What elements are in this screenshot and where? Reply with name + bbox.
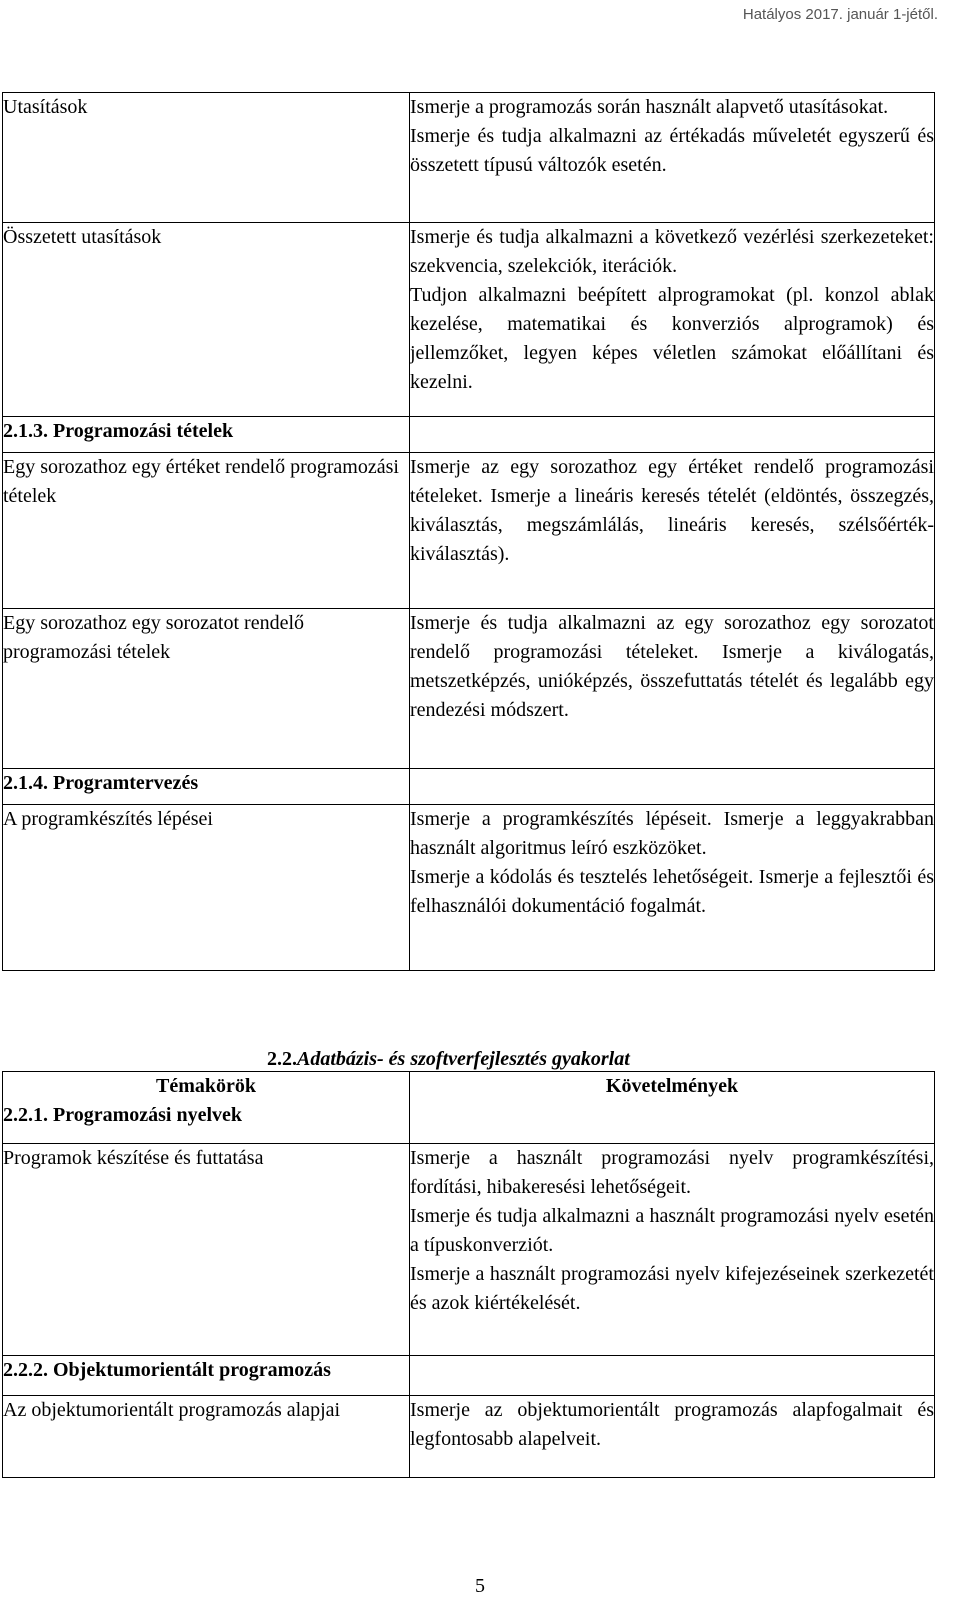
requirement-cell (410, 1144, 935, 1356)
topic-label: Összetett utasítások (3, 226, 162, 248)
topic-label: Az objektumorientált programozás alapjai (3, 1399, 341, 1421)
requirement-text: Ismerje a programkészítés lépéseit. Ismerje a leggyakrabban használt algoritmus leíró eszközöket. (410, 808, 934, 859)
section-title-text: Adatbázis- és szoftverfejlesztés gyakorlat (297, 1048, 630, 1070)
topic-cell (3, 93, 410, 223)
topic-label: Programok készítése és futtatása (3, 1147, 264, 1169)
topic-cell (3, 609, 410, 769)
topic-label: Egy sorozathoz egy sorozatot rendelő programozási tételek (3, 612, 305, 663)
requirement-text: Ismerje a programozás során használt alapvető utasításokat. (410, 96, 889, 118)
section-title (267, 1046, 630, 1072)
topic-label: Egy sorozathoz egy értéket rendelő programozási tételek (3, 456, 399, 507)
empty-cell (410, 1356, 935, 1396)
subsection-heading: 2.2.1. Programozási nyelvek (3, 1104, 243, 1126)
page-number: 5 (475, 1575, 485, 1597)
section-heading: 2.1.4. Programtervezés (3, 772, 199, 794)
requirement-text: Ismerje és tudja alkalmazni az egy sorozathoz egy sorozatot rendelő programozási tételeket. Ismerje a kiválogatás, metszetképzés, unióképzés, összefuttatás tételét és legalább egy rendezési módszert. (410, 612, 934, 721)
subsection-heading: 2.2.2. Objektumorientált programozás (3, 1359, 331, 1381)
topic-label: A programkészítés lépései (3, 808, 213, 830)
empty-cell (410, 417, 935, 453)
requirement-text: Ismerje az egy sorozathoz egy értéket rendelő programozási tételeket. Ismerje a lineáris keresés tételét (eldöntés, összegzés, kiválasztás, megszámlálás, lineáris keresés, szélsőérték-kiválasztás). (410, 456, 934, 565)
requirement-cell (410, 93, 935, 223)
requirement-cell (410, 609, 935, 769)
requirement-cell (410, 1396, 935, 1478)
column-header-requirements: Követelmények (605, 1075, 739, 1097)
topic-cell (3, 223, 410, 417)
requirement-text: Ismerje az objektumorientált programozás alapfogalmait és legfontosabb alapelveit. (410, 1399, 934, 1450)
requirement-cell (410, 805, 935, 971)
section-heading-cell (3, 769, 410, 805)
requirement-text: Ismerje a használt programozási nyelv kifejezéseinek szerkezetét és azok kiértékelését. (410, 1263, 934, 1314)
empty-cell (410, 769, 935, 805)
section-heading: 2.1.3. Programozási tételek (3, 420, 234, 442)
topic-label: Utasítások (3, 96, 88, 118)
column-header-topics: Témakörök (156, 1075, 256, 1097)
topic-cell (3, 1144, 410, 1356)
section-heading-cell (3, 1356, 410, 1396)
requirement-text: Ismerje a kódolás és tesztelés lehetőségeit. Ismerje a fejlesztői és felhasználói dokumentáció fogalmát. (410, 866, 934, 917)
requirements-table-2 (2, 1071, 935, 1478)
topic-cell (3, 453, 410, 609)
requirement-text: Ismerje és tudja alkalmazni az értékadás műveletét egyszerű és összetett típusú változók esetén. (410, 125, 934, 176)
requirement-cell (410, 223, 935, 417)
section-number: 2.2. (267, 1048, 297, 1070)
requirements-table-1 (2, 92, 935, 971)
section-heading-cell (3, 417, 410, 453)
validity-header: Hatályos 2017. január 1-jétől. (742, 6, 938, 23)
topic-cell (3, 1396, 410, 1478)
requirement-cell (410, 453, 935, 609)
column-header-cell (3, 1072, 410, 1144)
requirement-text: Ismerje a használt programozási nyelv programkészítési, fordítási, hibakeresési lehetőségeit. (410, 1147, 934, 1198)
requirement-text: Ismerje és tudja alkalmazni a következő vezérlési szerkezeteket: szekvencia, szelekciók, iterációk. (410, 226, 934, 277)
requirement-text: Tudjon alkalmazni beépített alprogramokat (pl. konzol ablak kezelése, matematikai és konverziós alprogramok) és jellemzőket, legyen képes véletlen számokat előállítani és kezelni. (410, 284, 934, 393)
column-header-cell (410, 1072, 935, 1144)
requirement-text: Ismerje és tudja alkalmazni a használt programozási nyelv esetén a típuskonverziót. (410, 1205, 934, 1256)
topic-cell (3, 805, 410, 971)
